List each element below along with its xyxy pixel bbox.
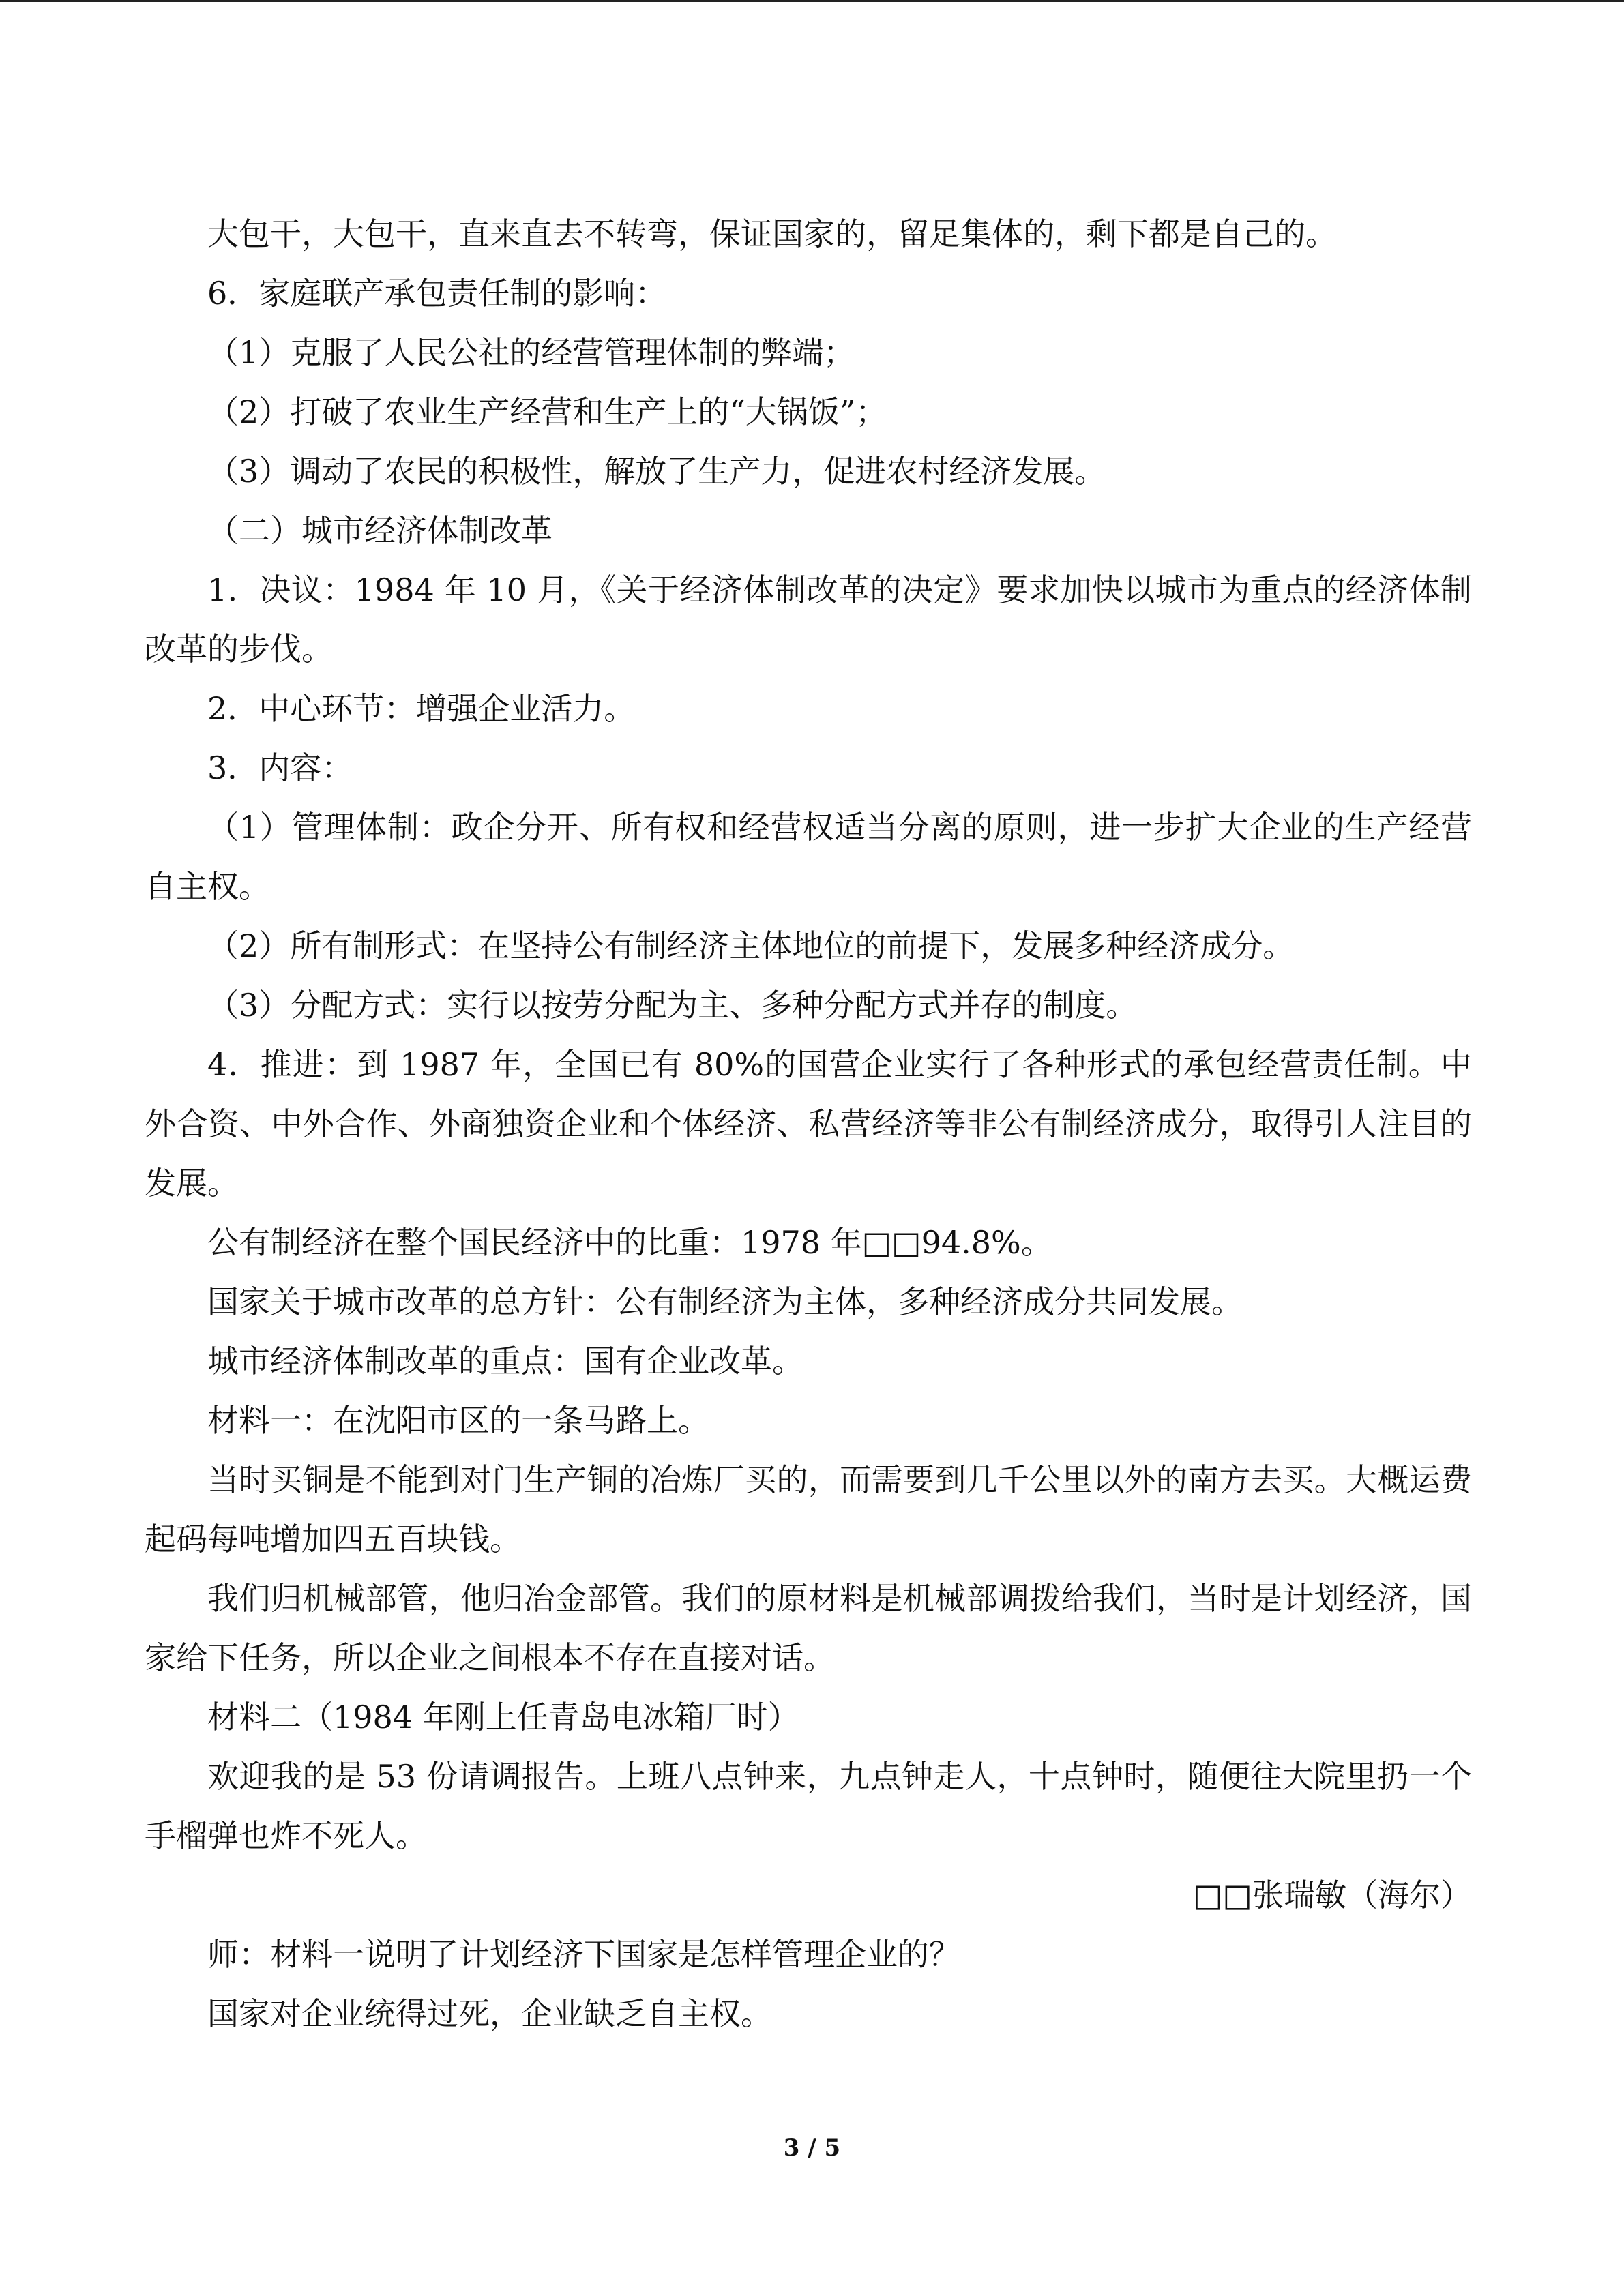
document-body <box>145 205 1472 2044</box>
section-heading-urban-reform: （二）城市经济体制改革 <box>207 512 552 549</box>
paragraph-answer: 国家对企业统得过死，企业缺乏自主权。 <box>207 1995 772 2032</box>
paragraph-quote: 我们归机械部管，他归冶金部管。我们的原材料是机械部调拨给我们，当时是计划经济，国家给下任务，所以企业之间根本不存在直接对话。 <box>145 1580 1472 1676</box>
paragraph-item: （2）打破了农业生产经营和生产上的“大锅饭”； <box>207 393 887 430</box>
page-number: 3 / 5 <box>783 2134 841 2162</box>
paragraph-progress: 4．推进：到 1987 年，全国已有 80%的国营企业实行了各种形式的承包经营责任制。中外合资、中外合作、外商独资企业和个体经济、私营经济等非公有制经济成分，取得引人注目的发展。 <box>145 1046 1472 1202</box>
paragraph-slogan: 大包干，大包干，直来直去不转弯，保证国家的，留足集体的，剩下都是自己的。 <box>207 215 1337 252</box>
paragraph-item: （3）调动了农民的积极性，解放了生产力，促进农村经济发展。 <box>207 453 1106 490</box>
paragraph-heading-influence: 6．家庭联产承包责任制的影响： <box>207 275 667 312</box>
paragraph-focus: 城市经济体制改革的重点：国有企业改革。 <box>207 1343 803 1380</box>
paragraph-item: （1）克服了人民公社的经营管理体制的弊端； <box>207 334 855 371</box>
paragraph-quote: 当时买铜是不能到对门生产铜的冶炼厂买的，而需要到几千公里以外的南方去买。大概运费起码每吨增加四五百块钱。 <box>145 1461 1472 1557</box>
paragraph-item: （3）分配方式：实行以按劳分配为主、多种分配方式并存的制度。 <box>207 987 1138 1024</box>
paragraph-policy: 国家关于城市改革的总方针：公有制经济为主体，多种经济成分共同发展。 <box>207 1283 1243 1320</box>
paragraph-attribution: □□张瑞敏（海尔） <box>1193 1877 1472 1913</box>
paragraph-item: （2）所有制形式：在坚持公有制经济主体地位的前提下，发展多种经济成分。 <box>207 927 1295 964</box>
paragraph-public-share: 公有制经济在整个国民经济中的比重：1978 年□□94.8%。 <box>207 1224 1052 1261</box>
paragraph-teacher-question: 师：材料一说明了计划经济下国家是怎样管理企业的？ <box>207 1936 960 1973</box>
paragraph-quote: 欢迎我的是 53 份请调报告。上班八点钟来，九点钟走人，十点钟时，随便往大院里扔一个手榴弹也炸不死人。 <box>145 1758 1472 1854</box>
paragraph-item: （1）管理体制：政企分开、所有权和经营权适当分离的原则，进一步扩大企业的生产经营自主权。 <box>145 809 1472 905</box>
paragraph-material-one: 材料一：在沈阳市区的一条马路上。 <box>207 1402 709 1439</box>
paragraph-resolution: 1．决议：1984 年 10 月，《关于经济体制改革的决定》要求加快以城市为重点的经济体制改革的步伐。 <box>145 571 1472 668</box>
top-border-rule <box>0 0 1624 2</box>
paragraph-heading-content: 3．内容： <box>207 749 353 786</box>
paragraph-central-link: 2．中心环节：增强企业活力。 <box>207 690 636 727</box>
paragraph-material-two: 材料二（1984 年刚上任青岛电冰箱厂时） <box>207 1699 799 1735</box>
